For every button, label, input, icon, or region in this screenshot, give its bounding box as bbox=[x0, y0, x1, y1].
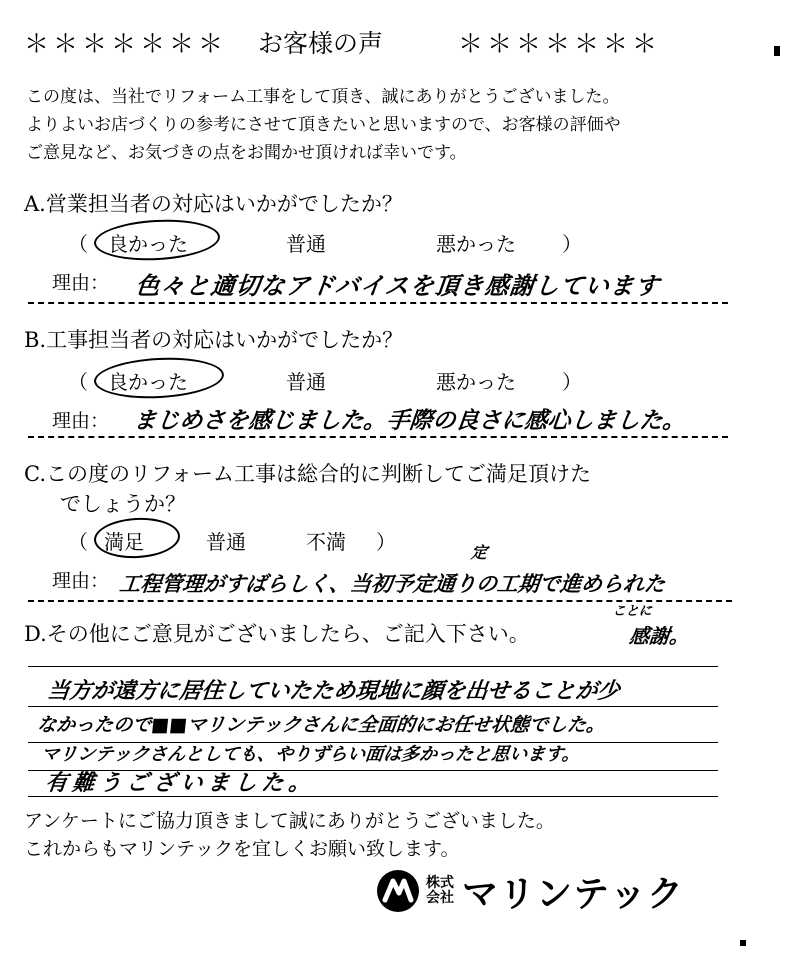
company-logo bbox=[376, 868, 684, 914]
reason-text-c: 工程管理がすばらしく、当初予定通りの工期で進められた bbox=[118, 572, 667, 596]
option-normal-b: 普通 bbox=[286, 370, 326, 394]
closing-line-1: アンケートにご協力頂きまして誠にありがとうございました。 bbox=[24, 810, 555, 832]
paren-open: （ bbox=[68, 370, 88, 394]
reason-line-b bbox=[28, 436, 728, 438]
paren-open: （ bbox=[68, 232, 88, 256]
reason-label-a: 理由： bbox=[52, 272, 110, 294]
option-bad-a: 悪かった bbox=[436, 232, 516, 256]
question-c-line-1: C.この度のリフォーム工事は総合的に判断してご満足頂けた bbox=[24, 462, 591, 486]
page-title: お客様の声 bbox=[258, 29, 384, 58]
comment-line bbox=[28, 666, 718, 667]
comment-text-3: マリンテックさんとしても、やりずらい面は多かったと思います。 bbox=[40, 744, 581, 765]
company-name: マリンテック bbox=[462, 873, 685, 915]
intro-line-2: よりよいお店づくりの参考にさせて頂きたいと思いますので、お客様の評価や bbox=[26, 115, 621, 135]
option-normal-c: 普通 bbox=[206, 530, 246, 554]
reason-text-a: 色々と適切なアドバイスを頂き感謝しています bbox=[134, 272, 662, 300]
intro-line-3: ご意見など、お気づきの点をお聞かせ頂ければ幸いです。 bbox=[26, 143, 467, 163]
comment-line bbox=[28, 796, 718, 797]
comment-text-2: なかったので■■マリンテックさんに全面的にお任せ状態でした。 bbox=[36, 714, 607, 736]
option-good-b: 良かった bbox=[108, 370, 188, 394]
comment-line bbox=[28, 706, 718, 707]
header-stars-right: ＊＊＊＊＊＊＊ bbox=[458, 29, 662, 58]
option-normal-a: 普通 bbox=[286, 232, 326, 256]
question-a: A.営業担当者の対応はいかがでしたか？ bbox=[24, 192, 403, 216]
reason-label-b: 理由： bbox=[52, 410, 110, 432]
scan-speck bbox=[774, 46, 780, 56]
paren-open: （ bbox=[68, 530, 88, 554]
option-dissatisfied: 不満 bbox=[306, 530, 346, 554]
paren-close: ） bbox=[562, 370, 582, 394]
closing-line-2: これからもマリンテックを宜しくお願い致します。 bbox=[24, 838, 460, 860]
company-type-line-2: 会社 bbox=[426, 890, 454, 906]
company-type-line-1: 株式 bbox=[426, 875, 454, 891]
scan-speck bbox=[740, 940, 746, 946]
paren-close: ） bbox=[376, 530, 396, 554]
comment-text-1: 当方が遠方に居住していたため現地に顔を出せることが少 bbox=[46, 679, 621, 704]
option-good-a: 良かった bbox=[108, 232, 188, 256]
reason-label-c: 理由： bbox=[52, 570, 110, 592]
comment-text-4: 有難うございました。 bbox=[44, 771, 317, 796]
reason-insertion-c: 定 bbox=[470, 543, 489, 562]
header-stars-left: ＊＊＊＊＊＊＊ bbox=[24, 29, 228, 58]
reason-line-a bbox=[28, 302, 728, 304]
reason-text-b: まじめさを感じました。手際の良さに感心しました。 bbox=[132, 408, 687, 434]
reason-continuation: 感謝。 bbox=[628, 624, 691, 648]
paren-close: ） bbox=[562, 232, 582, 256]
company-type bbox=[426, 876, 454, 906]
option-bad-b: 悪かった bbox=[436, 370, 516, 394]
option-satisfied: 満足 bbox=[104, 530, 144, 554]
question-b: B.工事担当者の対応はいかがでしたか？ bbox=[24, 328, 404, 352]
question-c-line-2: でしょうか？ bbox=[60, 492, 186, 516]
question-d: D.その他にご意見がございましたら、ご記入下さい。 bbox=[24, 622, 530, 646]
reason-continuation-small: ことに bbox=[612, 604, 653, 619]
logo-mark-icon bbox=[376, 869, 420, 913]
intro-line-1: この度は、当社でリフォーム工事をして頂き、誠にありがとうございました。 bbox=[26, 87, 620, 107]
